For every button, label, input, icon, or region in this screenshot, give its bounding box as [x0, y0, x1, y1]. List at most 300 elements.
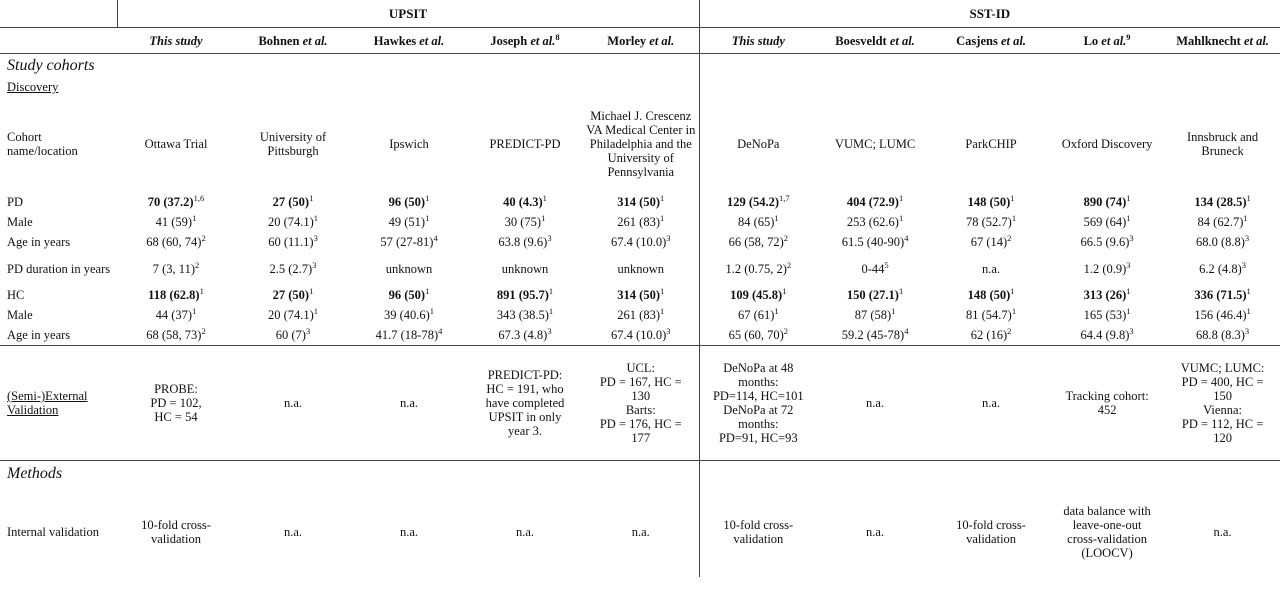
cell-value: 7 (3, 11) — [152, 261, 195, 276]
cell-value: PREDICT-PD — [489, 137, 561, 151]
group-header-row — [0, 0, 1280, 28]
study-name: Boesveldt — [835, 33, 887, 48]
cell-footnote: 2 — [201, 325, 206, 336]
cell — [351, 305, 467, 325]
cell-footnote: 1 — [898, 192, 904, 203]
cell-value: 84 (62.7) — [1197, 215, 1244, 229]
cell — [1049, 232, 1165, 252]
cell-footnote: 1 — [429, 305, 435, 316]
cell-line: n.a. — [515, 525, 535, 539]
cell — [467, 305, 583, 325]
cell-value: 67 (61) — [737, 308, 775, 322]
study-etal: et al. — [530, 33, 556, 48]
cell-footnote: 4 — [433, 232, 438, 243]
row-pd — [0, 192, 1280, 212]
study-header-10 — [1165, 28, 1280, 54]
cell-footnote: 3 — [305, 325, 311, 336]
cell-line: have completed — [485, 396, 565, 410]
cell-line: year 3. — [507, 424, 542, 438]
cell-value: ParkCHIP — [965, 137, 1017, 151]
cell-value: 129 (54.2) — [726, 195, 780, 209]
cell-footnote: 1 — [1246, 305, 1251, 316]
cell-line: 10-fold cross- — [723, 518, 794, 532]
cell-footnote: 2 — [201, 232, 206, 243]
cell — [1049, 325, 1165, 346]
cell — [817, 252, 933, 285]
cell-line: data balance with — [1063, 504, 1151, 518]
cell-footnote: 1 — [660, 285, 665, 296]
cell-footnote: 2 — [1007, 325, 1012, 336]
cell-footnote: 3 — [1126, 259, 1131, 270]
cell-line: n.a. — [866, 396, 885, 410]
cell — [235, 212, 351, 232]
cell — [933, 346, 1049, 461]
cell-line: months: — [738, 375, 779, 389]
cell-line: PD=114, HC=101 — [712, 389, 804, 403]
cell — [467, 285, 583, 305]
cell-value: 148 (50) — [967, 288, 1011, 302]
study-header-1 — [117, 28, 235, 54]
row-label: Male — [7, 308, 33, 322]
cell — [117, 325, 235, 346]
row-pd-duration — [0, 252, 1280, 285]
cell-value: 64.4 (9.8) — [1080, 328, 1130, 342]
cell-value: 343 (38.5) — [496, 308, 549, 322]
cell — [699, 325, 817, 346]
cell-footnote: 3 — [547, 325, 552, 336]
cell-footnote: 1 — [1011, 305, 1017, 316]
study-name: Morley — [607, 33, 647, 48]
cell — [235, 346, 351, 461]
cell — [235, 96, 351, 192]
cell-value: 27 (50) — [272, 288, 310, 302]
cell — [117, 305, 235, 325]
section-row-study-cohorts — [0, 54, 1280, 79]
cell-footnote: 1 — [425, 285, 430, 296]
cell — [933, 487, 1049, 577]
cell — [1049, 346, 1165, 461]
study-header-3 — [351, 28, 467, 54]
cell-footnote: 3 — [666, 325, 671, 336]
cell-value: 41.7 (18-78) — [375, 328, 439, 342]
cell-value: 60 (11.1) — [268, 235, 314, 249]
cell-value: 118 (62.8) — [148, 288, 200, 302]
cell — [117, 487, 235, 577]
cell — [817, 346, 933, 461]
study-header-7 — [817, 28, 933, 54]
corner-cell — [0, 0, 117, 28]
cell — [699, 212, 817, 232]
cell-line: Vienna: — [1203, 403, 1242, 417]
cell-footnote: 1 — [548, 285, 554, 296]
cell-value: 1.2 (0.9) — [1083, 261, 1127, 276]
row-external-validation — [0, 346, 1280, 461]
cell-value: 39 (40.6) — [383, 308, 430, 322]
row-internal-validation — [0, 487, 1280, 577]
cell-line: 130 — [631, 389, 651, 403]
section-methods: Methods — [7, 465, 63, 482]
cell-value: unknown — [385, 261, 433, 276]
group-sstid: SST-ID — [699, 0, 1280, 28]
cell-value: 65 (60, 70) — [728, 328, 784, 342]
cell-line: PD = 102, — [150, 396, 202, 410]
cell — [1165, 232, 1280, 252]
study-name: Lo — [1083, 33, 1099, 48]
cell — [583, 96, 699, 192]
cell — [933, 325, 1049, 346]
cell-value: DeNoPa — [737, 137, 780, 151]
cell-value: 109 (45.8) — [730, 288, 783, 302]
cell-value: 96 (50) — [388, 195, 426, 209]
cell — [933, 192, 1049, 212]
cell-value: 2.5 (2.7) — [269, 261, 313, 276]
cell-line: n.a. — [283, 525, 303, 539]
cell — [699, 285, 817, 305]
cell-footnote: 2 — [783, 232, 789, 243]
cell — [1165, 252, 1280, 285]
cell-value: 1.2 (0.75, 2) — [725, 261, 787, 276]
cell-footnote: 1 — [425, 192, 430, 203]
cell — [1049, 252, 1165, 285]
cell-footnote: 1 — [660, 192, 665, 203]
study-etal: et al. — [889, 33, 915, 48]
cell — [817, 305, 933, 325]
cell — [351, 192, 467, 212]
cell-line: validation — [151, 532, 201, 546]
row-pd-male — [0, 212, 1280, 232]
cell-line: 150 — [1213, 389, 1232, 403]
cell-value: 62 (16) — [970, 328, 1008, 342]
cell-value: 66.5 (9.6) — [1080, 235, 1130, 249]
cell-value: 67.4 (10.0) — [611, 328, 667, 342]
cell-footnote: 3 — [312, 259, 317, 270]
row-label: Age in years — [0, 325, 117, 346]
cell — [351, 487, 467, 577]
cell-value: n.a. — [982, 261, 1001, 276]
section-discovery: Discovery — [7, 80, 59, 94]
row-label: Male — [7, 215, 33, 229]
cell-footnote: 1 — [192, 305, 197, 316]
cell — [467, 252, 583, 285]
cell-value: 27 (50) — [272, 195, 310, 209]
cell-value: Innsbruck and Bruneck — [1186, 130, 1259, 158]
cell — [117, 212, 235, 232]
section-row-discovery — [0, 78, 1280, 96]
cell-footnote: 1 — [542, 192, 547, 203]
cell-value: 404 (72.9) — [846, 195, 899, 209]
cell — [699, 346, 817, 461]
row-label: HC — [7, 288, 25, 302]
cell-value: 96 (50) — [388, 288, 426, 302]
cell-value: 134 (28.5) — [1194, 195, 1247, 209]
row-label: Age in years — [7, 235, 71, 249]
cell-footnote: 1 — [891, 305, 896, 316]
study-header-4 — [467, 28, 583, 54]
cell — [1049, 212, 1165, 232]
cell-footnote: 1 — [1126, 212, 1131, 223]
cell — [117, 285, 235, 305]
cell — [351, 325, 467, 346]
cell-value: 6.2 (4.8) — [1199, 261, 1242, 276]
cell-value: 68.0 (8.8) — [1195, 235, 1245, 249]
study-header-9 — [1049, 28, 1165, 54]
study-etal: et al. — [649, 33, 675, 48]
cell-line: PD=91, HC=93 — [718, 431, 798, 445]
row-label: PD — [7, 195, 23, 209]
cell-value: 67.3 (4.8) — [498, 328, 548, 342]
cell-value: 49 (51) — [388, 215, 426, 229]
cell — [699, 96, 817, 192]
cell-line: 120 — [1213, 431, 1232, 445]
cell-value: 67.4 (10.0) — [611, 235, 667, 249]
cell-line: n.a. — [631, 525, 650, 539]
cell — [351, 346, 467, 461]
cell-value: Ipswich — [389, 137, 429, 151]
cell-footnote: 1 — [1010, 192, 1015, 203]
cell-value: 67 (14) — [970, 235, 1008, 249]
internal-validation-label: Internal validation — [7, 525, 99, 539]
cell-footnote: 1 — [774, 212, 779, 223]
cell — [583, 487, 699, 577]
cell-footnote: 3 — [1129, 232, 1134, 243]
cell-footnote: 1 — [313, 212, 319, 223]
cell-footnote: 5 — [884, 259, 889, 270]
cell-footnote: 1 — [660, 305, 665, 316]
cell — [699, 192, 817, 212]
cell-footnote: 4 — [438, 325, 443, 336]
cell — [699, 487, 817, 577]
cell-footnote: 1 — [541, 212, 546, 223]
cell — [235, 252, 351, 285]
cell-footnote: 1,6 — [193, 192, 205, 203]
row-label: PD duration in years — [7, 261, 111, 276]
cell-value: 891 (95.7) — [496, 288, 549, 302]
cell — [817, 487, 933, 577]
cell-value: 61.5 (40-90) — [841, 235, 905, 249]
cell — [117, 252, 235, 285]
cell-line: VUMC; LUMC: — [1180, 361, 1265, 375]
cell — [933, 252, 1049, 285]
cell-footnote: 1 — [309, 285, 314, 296]
cell-value: University of Pittsburgh — [259, 130, 327, 158]
cell-footnote: 1,7 — [779, 192, 790, 203]
cell — [235, 305, 351, 325]
cell — [583, 325, 699, 346]
cell — [1165, 325, 1280, 346]
cell-footnote: 1 — [548, 305, 554, 316]
study-header-2 — [235, 28, 351, 54]
cell-footnote: 1 — [1246, 285, 1251, 296]
cell-line: n.a. — [1213, 525, 1232, 539]
cell — [351, 232, 467, 252]
cell — [583, 285, 699, 305]
cell — [817, 285, 933, 305]
cell — [1165, 305, 1280, 325]
cell-footnote: 1 — [309, 192, 314, 203]
section-external-validation: (Semi-)External Validation — [0, 346, 117, 461]
cell-footnote: 4 — [904, 325, 909, 336]
cell — [351, 252, 467, 285]
cell-line: 177 — [631, 431, 651, 445]
cell-value: 261 (83) — [617, 308, 660, 322]
cell-line: PD = 167, HC = — [599, 375, 682, 389]
cell — [235, 192, 351, 212]
cell — [467, 212, 583, 232]
cell — [583, 346, 699, 461]
cell — [817, 212, 933, 232]
cell — [467, 192, 583, 212]
cell-footnote: 1 — [898, 285, 904, 296]
cell-value: 41 (59) — [155, 215, 193, 229]
cell-line: DeNoPa at 72 — [723, 403, 794, 417]
study-name: Hawkes — [373, 33, 417, 48]
cell-footnote: 1 — [1011, 212, 1017, 223]
cell-value: 20 (74.1) — [267, 308, 314, 322]
cell-value: 59.2 (45-78) — [841, 328, 905, 342]
cell — [117, 346, 235, 461]
row-label: Cohort name/location — [7, 130, 78, 158]
cell — [933, 212, 1049, 232]
cell-value: unknown — [617, 261, 665, 276]
study-name: Casjens — [956, 33, 998, 48]
study-name: This study — [731, 33, 785, 48]
cell-footnote: 1 — [1126, 192, 1131, 203]
study-name: Joseph — [490, 33, 528, 48]
cell-value: 150 (27.1) — [846, 288, 899, 302]
cell-footnote: 3 — [1244, 325, 1250, 336]
cell-footnote: 1 — [898, 212, 904, 223]
cell-value: 68 (60, 74) — [146, 235, 202, 249]
cell — [699, 305, 817, 325]
cell-line: cross-validation — [1067, 532, 1147, 546]
cell-value: 40 (4.3) — [503, 195, 543, 209]
corner-cell-2 — [0, 28, 117, 54]
cell-footnote: 1 — [1126, 285, 1131, 296]
cell-line: PREDICT-PD: — [487, 368, 563, 382]
cell-value: 20 (74.1) — [267, 215, 314, 229]
cell — [117, 232, 235, 252]
cell-value: 336 (71.5) — [1194, 288, 1247, 302]
cell — [817, 325, 933, 346]
cell — [817, 232, 933, 252]
cell — [235, 232, 351, 252]
study-etal: et al. — [302, 33, 328, 48]
section-study-cohorts: Study cohorts — [7, 57, 95, 74]
cell-line: n.a. — [399, 525, 419, 539]
cell-value: 66 (58, 72) — [728, 235, 784, 249]
cell — [583, 212, 699, 232]
cell-footnote: 3 — [1129, 325, 1134, 336]
cell-line: months: — [738, 417, 779, 431]
cell-value: 148 (50) — [967, 195, 1011, 209]
cell — [933, 96, 1049, 192]
cell — [467, 346, 583, 461]
cell-value: 314 (50) — [617, 195, 660, 209]
cell-value: unknown — [501, 261, 549, 276]
cell-footnote: 4 — [904, 232, 909, 243]
cell — [467, 96, 583, 192]
study-ref: 8 — [555, 31, 560, 42]
row-hc — [0, 285, 1280, 305]
cell — [1165, 346, 1280, 461]
cell-line: 10-fold cross- — [141, 518, 211, 532]
cell — [467, 325, 583, 346]
cell — [1049, 192, 1165, 212]
cell-value: Michael J. Crescenz VA Medical Center in Philadelphia and the University of Pennsylvania — [586, 109, 696, 179]
study-etal: et al. — [1243, 33, 1269, 48]
study-name: Mahlknecht — [1176, 33, 1241, 48]
cell-value: VUMC; LUMC — [834, 137, 916, 151]
cell — [933, 232, 1049, 252]
cell-line: leave-one-out — [1072, 518, 1142, 532]
cell-footnote: 1 — [782, 285, 787, 296]
row-hc-male — [0, 305, 1280, 325]
cell-value: 60 (7) — [275, 328, 306, 342]
cell-value: Oxford Discovery — [1061, 137, 1153, 151]
cell-footnote: 2 — [1007, 232, 1012, 243]
cell-line: (LOOCV) — [1081, 546, 1133, 560]
cell-footnote: 3 — [666, 232, 671, 243]
cell — [1049, 96, 1165, 192]
cell-value: 57 (27-81) — [380, 235, 434, 249]
cell — [1049, 487, 1165, 577]
cell-value: 569 (64) — [1083, 215, 1127, 229]
cell — [817, 192, 933, 212]
study-header-row — [0, 28, 1280, 54]
cell-line: n.a. — [982, 396, 1001, 410]
cell-footnote: 1 — [192, 212, 197, 223]
study-etal: et al. — [1101, 33, 1127, 48]
cell — [583, 232, 699, 252]
cell-value: 63.8 (9.6) — [498, 235, 548, 249]
cell-line: 452 — [1097, 403, 1117, 417]
row-cohort — [0, 96, 1280, 192]
group-upsit: UPSIT — [117, 0, 699, 28]
cell — [583, 252, 699, 285]
cell-line: PD = 112, HC = — [1181, 417, 1264, 431]
cell-value: 84 (65) — [737, 215, 775, 229]
study-ref: 9 — [1126, 31, 1131, 42]
cell — [235, 487, 351, 577]
study-name: Bohnen — [258, 33, 300, 48]
study-header-8 — [933, 28, 1049, 54]
cell-footnote: 1 — [199, 285, 204, 296]
cell-value: 68 (58, 73) — [146, 328, 202, 342]
cell — [817, 96, 933, 192]
cell-line: PD = 176, HC = — [599, 417, 682, 431]
cell-line: 10-fold cross- — [956, 518, 1026, 532]
cell — [933, 285, 1049, 305]
cell — [699, 232, 817, 252]
cell-footnote: 3 — [547, 232, 552, 243]
cell-line: UPSIT in only — [488, 410, 562, 424]
cell-footnote: 1 — [774, 305, 779, 316]
cell-footnote: 2 — [783, 325, 789, 336]
cell-value: 165 (53) — [1083, 308, 1127, 322]
cell — [1165, 212, 1280, 232]
cell-value: 68.8 (8.3) — [1195, 328, 1245, 342]
cell-line: DeNoPa at 48 — [723, 361, 794, 375]
cell-value: 156 (46.4) — [1194, 308, 1247, 322]
cell — [235, 285, 351, 305]
cell — [351, 212, 467, 232]
cell — [933, 305, 1049, 325]
cell-value: Ottawa Trial — [144, 137, 208, 151]
cell-value: 81 (54.7) — [966, 308, 1012, 322]
row-hc-age — [0, 325, 1280, 346]
cell-value: 253 (62.6) — [846, 215, 899, 229]
study-header-6 — [699, 28, 817, 54]
